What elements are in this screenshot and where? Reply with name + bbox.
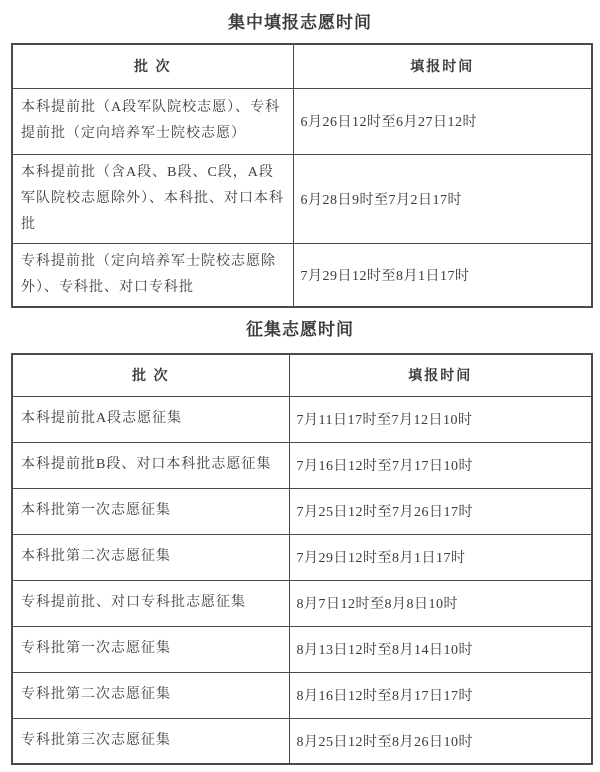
table-row <box>12 626 592 672</box>
time-cell: 7月16日12时至7月17日10时 <box>289 442 592 488</box>
time-cell: 8月7日12时至8月8日10时 <box>289 580 592 626</box>
time-cell: 6月26日12时至6月27日12时 <box>293 88 592 154</box>
table-row <box>12 442 592 488</box>
batch-cell: 专科批第三次志愿征集 <box>12 718 289 764</box>
time-cell: 7月29日12时至8月1日17时 <box>293 243 592 307</box>
table-row <box>12 672 592 718</box>
table-row <box>12 88 592 154</box>
time-column-header: 填报时间 <box>289 354 592 396</box>
batch-cell: 本科提前批（A段军队院校志愿）、专科提前批（定向培养军士院校志愿） <box>12 88 293 154</box>
table-row <box>12 718 592 764</box>
table-header-row <box>12 44 592 88</box>
time-column-header: 填报时间 <box>293 44 592 88</box>
batch-cell: 专科提前批（定向培养军士院校志愿除外）、专科批、对口专科批 <box>12 243 293 307</box>
centralized-filling-table <box>11 43 593 308</box>
time-cell: 7月11日17时至7月12日10时 <box>289 396 592 442</box>
table-row <box>12 580 592 626</box>
centralized-filling-title: 集中填报志愿时间 <box>228 13 372 32</box>
table-row <box>12 396 592 442</box>
time-cell: 7月29日12时至8月1日17时 <box>289 534 592 580</box>
batch-cell: 本科提前批B段、对口本科批志愿征集 <box>12 442 289 488</box>
batch-cell: 本科批第一次志愿征集 <box>12 488 289 534</box>
table-header-row <box>12 354 592 396</box>
collection-filling-table <box>11 353 593 765</box>
batch-column-header: 批 次 <box>12 354 289 396</box>
time-cell: 7月25日12时至7月26日17时 <box>289 488 592 534</box>
batch-cell: 专科批第一次志愿征集 <box>12 626 289 672</box>
table-row <box>12 488 592 534</box>
table-row <box>12 534 592 580</box>
batch-cell: 本科批第二次志愿征集 <box>12 534 289 580</box>
collection-filling-title: 征集志愿时间 <box>246 320 354 339</box>
time-cell: 8月13日12时至8月14日10时 <box>289 626 592 672</box>
batch-cell: 本科提前批A段志愿征集 <box>12 396 289 442</box>
batch-cell: 专科批第二次志愿征集 <box>12 672 289 718</box>
time-cell: 8月25日12时至8月26日10时 <box>289 718 592 764</box>
time-cell: 8月16日12时至8月17日17时 <box>289 672 592 718</box>
time-cell: 6月28日9时至7月2日17时 <box>293 154 592 243</box>
batch-column-header: 批 次 <box>12 44 293 88</box>
batch-cell: 专科提前批、对口专科批志愿征集 <box>12 580 289 626</box>
table-row <box>12 154 592 243</box>
batch-cell: 本科提前批（含A段、B段、C段，A段军队院校志愿除外）、本科批、对口本科批 <box>12 154 293 243</box>
table-row <box>12 243 592 307</box>
